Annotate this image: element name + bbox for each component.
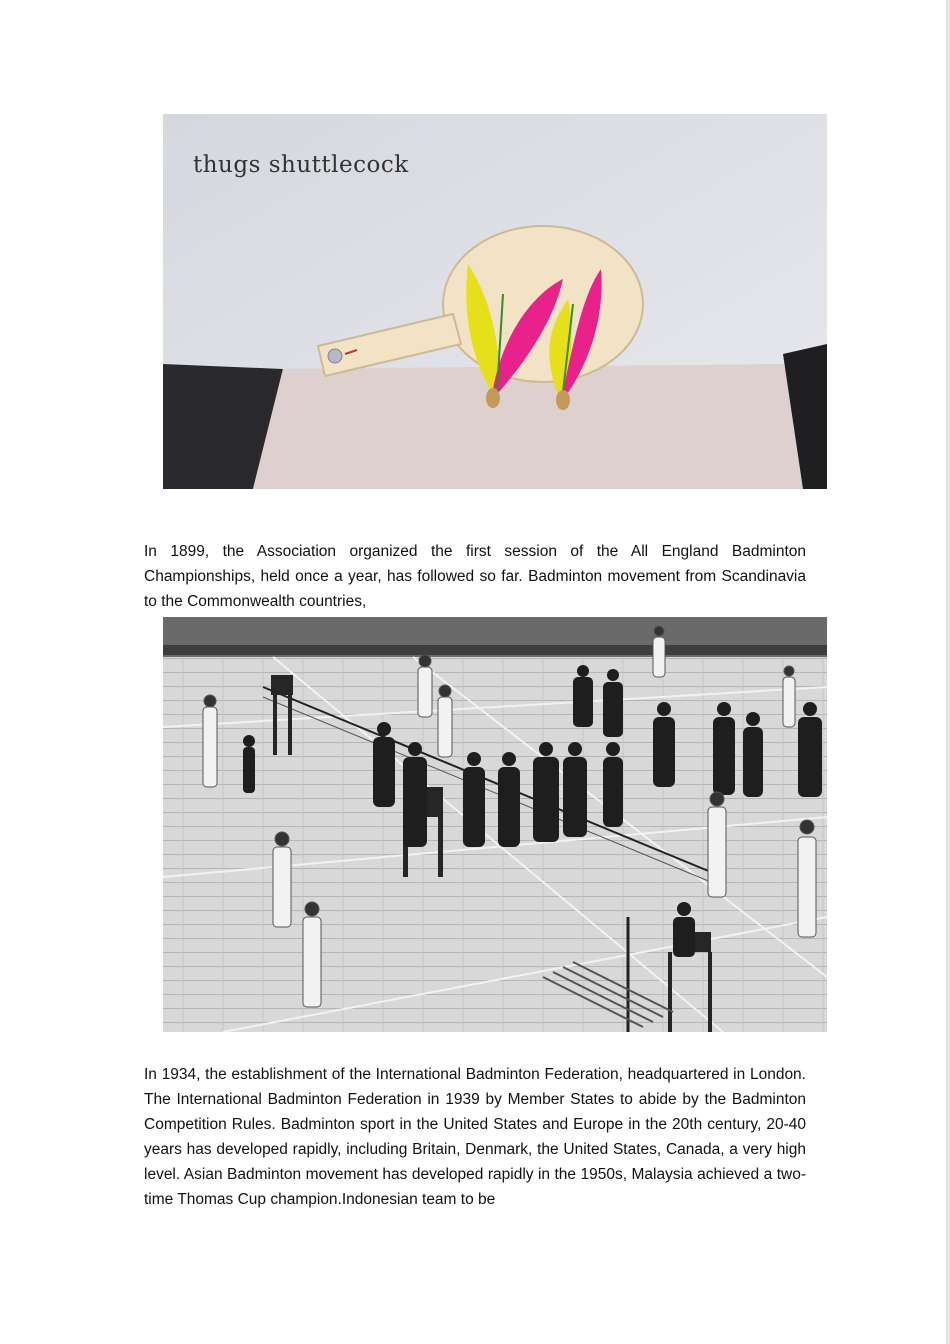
paragraph-1: In 1899, the Association organized the first session of the All England Badminton Championships, held once a year, has followed so far. Badminton movement from Scandinavia to the Commonwealth countries,	[144, 543, 806, 610]
page-edge	[946, 0, 950, 1344]
figure-label: thugs shuttlecock	[193, 152, 409, 178]
shuttlecock-photo	[163, 114, 827, 489]
paragraph-2: In 1934, the establishment of the International Badminton Federation, headquartered in London. The International Badminton Federation in 1939 by Member States to abide by the Badminton Competition Rules. Badminton sport in the United States and Europe in the 20th century, 20-40 years has developed rapidly, including Britain, Denmark, the United States, Canada, a very high level. Asian Badminton movement has developed rapidly in the 1950s, Malaysia achieved a two-time Thomas Cup champion.Indonesian team to be	[144, 1066, 806, 1208]
historic-badminton-photo	[163, 617, 827, 1032]
badminton-match-illustration	[163, 617, 827, 1032]
